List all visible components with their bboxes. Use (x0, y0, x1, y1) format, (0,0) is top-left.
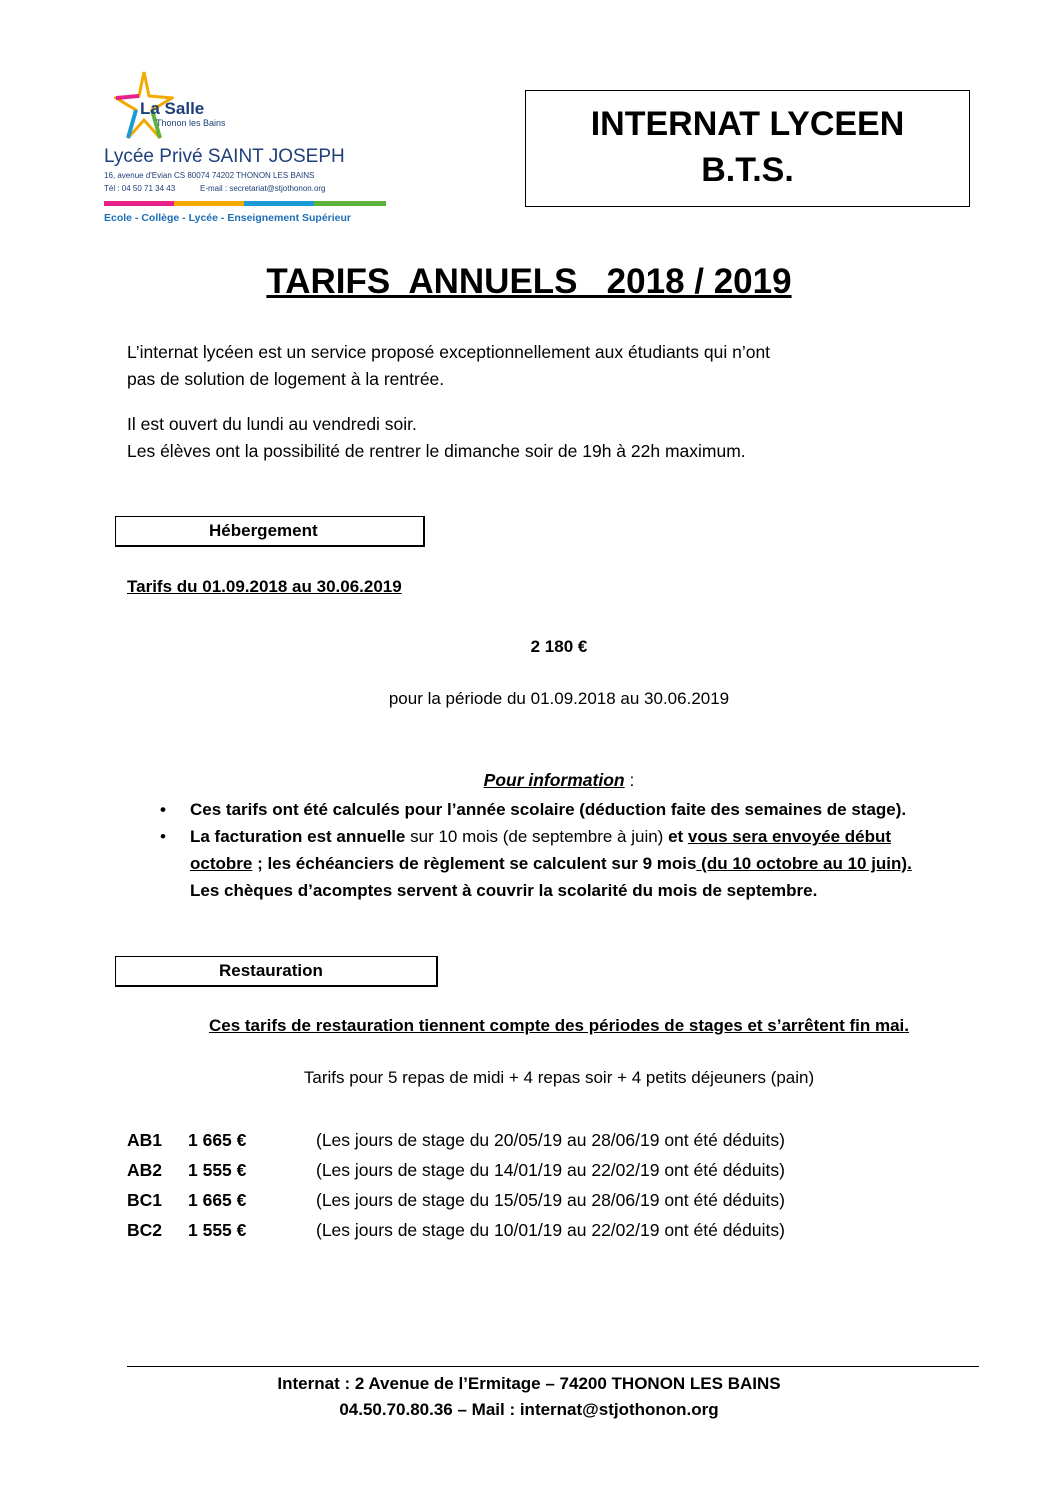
logo-school-name: Lycée Privé SAINT JOSEPH (104, 146, 345, 167)
logo-brand-sub: Thonon les Bains (156, 118, 226, 128)
bullet-text: ; les échéanciers de règlement se calculent sur 9 mois (252, 854, 697, 873)
section-heading-label: Hébergement (209, 521, 318, 540)
row-amount: 1 555 € (188, 1160, 247, 1180)
hebergement-price: 2 180 € (530, 637, 588, 656)
row-amount: 1 665 € (188, 1190, 247, 1210)
hebergement-period-text: pour la période du 01.09.2018 au 30.06.2019 (388, 689, 730, 708)
bullet-text: octobre (190, 854, 253, 873)
info-colon: : (624, 770, 635, 790)
list-item (160, 823, 990, 904)
list-item (160, 796, 990, 823)
intro-paragraph-1 (127, 339, 770, 393)
logo-color-bar (174, 201, 244, 206)
row-amount: 1 555 € (188, 1220, 247, 1240)
row-code: AB2 (127, 1160, 163, 1180)
intro-paragraph-2 (127, 411, 746, 465)
table-row (127, 1215, 887, 1245)
footer-divider (127, 1366, 979, 1367)
bullet-icon: • (160, 800, 166, 819)
bullet-text: sur 10 mois (de septembre à juin) (405, 827, 669, 846)
bullet-text: (du 10 octobre au 10 juin). (696, 854, 912, 873)
title-box (525, 90, 970, 207)
restauration-notice: Ces tarifs de restauration tiennent compte des périodes de stages et s’arrêtent fin mai. (208, 1016, 910, 1035)
intro-line: L’internat lycéen est un service proposé exceptionnellement aux étudiants qui n’ont (127, 342, 771, 362)
row-note: (Les jours de stage du 10/01/19 au 22/02/19 ont été déduits) (316, 1220, 785, 1240)
title-line-1: INTERNAT LYCEEN (590, 105, 905, 143)
intro-line: Les élèves ont la possibilité de rentrer le dimanche soir de 19h à 22h maximum. (127, 441, 746, 461)
footer-address: Internat : 2 Avenue de l’Ermitage – 74200 THONON LES BAINS (277, 1374, 781, 1393)
logo-email: E-mail : secretariat@stjothonon.org (200, 184, 326, 193)
intro-line: Il est ouvert du lundi au vendredi soir. (127, 414, 417, 434)
bullet-icon: • (160, 827, 166, 846)
table-row (127, 1185, 887, 1215)
hebergement-period-label: Tarifs du 01.09.2018 au 30.06.2019 (127, 577, 402, 596)
school-logo (104, 70, 394, 240)
section-heading-hebergement (115, 516, 425, 547)
page-title: TARIFS ANNUELS 2018 / 2019 (266, 262, 792, 301)
row-note: (Les jours de stage du 20/05/19 au 28/06/19 ont été déduits) (316, 1130, 785, 1150)
row-code: AB1 (127, 1130, 163, 1150)
footer-contact: 04.50.70.80.36 – Mail : internat@stjothonon.org (339, 1400, 719, 1419)
bullet-text: et (668, 827, 688, 846)
logo-color-bar (104, 201, 174, 206)
section-heading-label: Restauration (219, 961, 323, 980)
bullet-text: vous sera envoyée début (687, 827, 892, 846)
info-heading (0, 770, 1058, 791)
section-heading-restauration (115, 956, 438, 987)
row-code: BC1 (127, 1190, 163, 1210)
info-label: Pour information (483, 770, 625, 790)
logo-tel: Tél : 04 50 71 34 43 (104, 184, 176, 193)
table-row (127, 1155, 887, 1185)
restauration-price-table (127, 1125, 887, 1245)
logo-brand: La Salle (140, 99, 205, 118)
row-code: BC2 (127, 1220, 163, 1240)
logo-color-bar (244, 201, 314, 206)
row-note: (Les jours de stage du 14/01/19 au 22/02/19 ont été déduits) (316, 1160, 785, 1180)
restauration-subtitle: Tarifs pour 5 repas de midi + 4 repas soir + 4 petits déjeuners (pain) (303, 1068, 815, 1087)
logo-address: 16, avenue d'Evian CS 80074 74202 THONON LES BAINS (104, 171, 315, 180)
row-note: (Les jours de stage du 15/05/19 au 28/06/19 ont été déduits) (316, 1190, 785, 1210)
bullet-text: Ces tarifs ont été calculés pour l’année scolaire (déduction faite des semaines de stage). (190, 800, 907, 819)
logo-tagline: Ecole - Collège - Lycée - Enseignement Supérieur (104, 212, 352, 224)
row-amount: 1 665 € (188, 1130, 247, 1150)
table-row (127, 1125, 887, 1155)
bullet-text: La facturation est annuelle (190, 827, 406, 846)
info-bullets (160, 796, 990, 904)
bullet-text: Les chèques d’acomptes servent à couvrir la scolarité du mois de septembre. (190, 881, 818, 900)
logo-color-bar (314, 201, 386, 206)
title-line-2: B.T.S. (701, 151, 794, 189)
intro-line: pas de solution de logement à la rentrée. (127, 369, 445, 389)
logo-contact (104, 184, 386, 193)
